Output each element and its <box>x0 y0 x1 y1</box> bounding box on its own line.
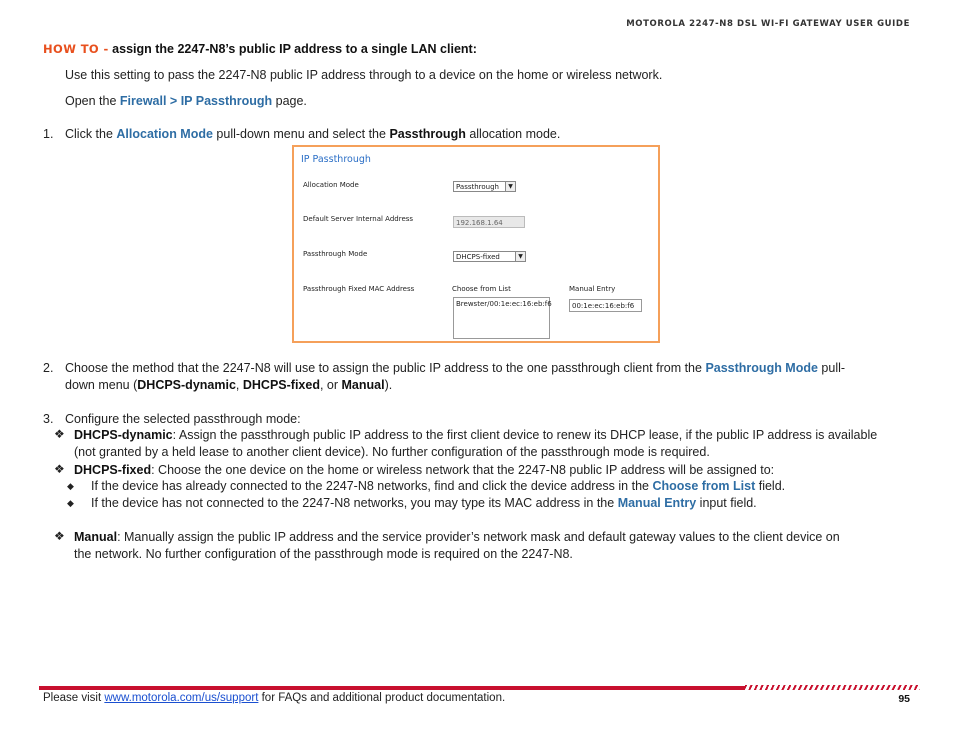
man-line2: the network. No further configuration of the passthrough mode is required on the 2247-N8. <box>74 546 573 561</box>
server-address-field: 192.168.1.64 <box>453 216 525 228</box>
diamond-small-icon: ◆ <box>67 481 74 491</box>
allocation-mode-value: Passthrough <box>456 183 499 191</box>
footer-post: for FAQs and additional product documentation. <box>258 692 506 704</box>
step2-pre: Choose the method that the 2247-N8 will use to assign the public IP address to the one passthrough client from the <box>65 361 706 375</box>
b2-pre: If the device has not connected to the 2247-N8 networks, you may type its MAC address in the <box>91 496 618 510</box>
footer-hatch <box>745 685 920 690</box>
dyn-line2: (not granted by a held lease to another client device). No further configuration of the passthrough mode is required. <box>74 444 710 459</box>
sep: , <box>235 377 243 392</box>
diamond-bullet-icon: ❖ <box>54 462 65 476</box>
man-line1 <box>74 529 904 546</box>
step2-line2-pre: down menu ( <box>65 377 138 392</box>
list-item[interactable]: Brewster/00:1e:ec:16:eb:f6 <box>456 300 552 308</box>
step2-line2 <box>65 377 895 394</box>
ip-passthrough-panel <box>292 145 660 343</box>
diamond-bullet-icon: ❖ <box>54 529 65 543</box>
allocation-mode-select[interactable] <box>453 181 516 192</box>
step1-number: 1. <box>43 127 54 141</box>
manual-entry-input[interactable]: 00:1e:ec:16:eb:f6 <box>569 299 642 312</box>
b1-pre: If the device has already connected to the 2247-N8 networks, find and click the device address in the <box>91 479 653 493</box>
support-link[interactable]: www.motorola.com/us/support <box>104 692 259 704</box>
page-number: 95 <box>898 693 910 705</box>
step3-number: 3. <box>43 412 54 426</box>
sep: , or <box>319 377 342 392</box>
step1-text <box>65 126 560 143</box>
step1-pre: Click the <box>65 127 117 141</box>
diamond-small-icon: ◆ <box>67 498 74 508</box>
b2-post: input field. <box>696 496 757 510</box>
fixed-text: : Choose the one device on the home or wireless network that the 2247-N8 public IP address will be assigned to: <box>151 463 775 477</box>
man-text1: : Manually assign the public IP address and the service provider’s network mask and default gateway values to the client device on <box>117 530 840 544</box>
manual-entry-link[interactable]: Manual Entry <box>617 496 697 510</box>
chevron-down-icon: ▼ <box>515 252 525 261</box>
dyn-line1 <box>74 427 904 444</box>
guide-header: MOTOROLA 2247-N8 DSL WI-FI GATEWAY USER GUIDE <box>626 19 910 29</box>
intro-text: Use this setting to pass the 2247-N8 public IP address through to a device on the home or wireless network. <box>65 68 663 82</box>
dyn-bold: DHCPS-dynamic <box>74 428 173 442</box>
step3-text: Configure the selected passthrough mode: <box>65 412 301 426</box>
fixed-bullet-2 <box>91 495 757 512</box>
choose-from-list-label: Choose from List <box>452 285 511 293</box>
howto-heading <box>43 42 477 56</box>
option-dhcps-dynamic: DHCPS-dynamic <box>137 377 236 392</box>
footer-text <box>43 692 505 704</box>
choose-from-list[interactable] <box>453 297 550 339</box>
manual-desc <box>74 529 904 562</box>
diamond-bullet-icon: ❖ <box>54 427 65 441</box>
dhcps-dynamic-desc <box>74 427 904 460</box>
open-pre: Open the <box>65 94 120 108</box>
step2-text <box>65 360 895 393</box>
howto-keyword: HOW TO - <box>43 42 109 56</box>
step1-post: allocation mode. <box>465 127 561 141</box>
fixed-bold: DHCPS-fixed <box>74 463 152 477</box>
option-manual: Manual <box>341 377 385 392</box>
step2-number: 2. <box>43 361 54 375</box>
firewall-link[interactable]: Firewall > IP Passthrough <box>119 94 273 108</box>
howto-title: assign the 2247-N8’s public IP address to a single LAN client: <box>108 42 477 56</box>
passthrough-mode-value: DHCPS-fixed <box>456 253 500 261</box>
server-address-label: Default Server Internal Address <box>303 215 414 223</box>
open-post: page. <box>272 94 307 108</box>
b1-post: field. <box>755 479 786 493</box>
passthrough-bold: Passthrough <box>389 127 466 141</box>
manual-entry-label: Manual Entry <box>569 285 616 293</box>
dhcps-fixed-desc <box>74 462 774 479</box>
dyn-text1: : Assign the passthrough public IP address to the first client device to renew its DHCP lease, if the public IP address is available <box>172 428 878 442</box>
allocation-mode-link[interactable]: Allocation Mode <box>116 127 213 141</box>
footer-pre: Please visit <box>43 692 105 704</box>
passthrough-mode-link[interactable]: Passthrough Mode <box>705 361 818 375</box>
step2-post: pull- <box>817 361 846 375</box>
option-dhcps-fixed: DHCPS-fixed <box>242 377 320 392</box>
allocation-mode-label: Allocation Mode <box>303 181 359 189</box>
step2-line1 <box>65 360 895 377</box>
step1-mid: pull-down menu and select the <box>212 127 390 141</box>
fixed-bullet-1 <box>91 478 785 495</box>
mac-address-label: Passthrough Fixed MAC Address <box>303 285 415 293</box>
open-instruction <box>65 93 307 110</box>
choose-from-list-link[interactable]: Choose from List <box>652 479 756 493</box>
man-bold: Manual <box>74 530 118 544</box>
panel-title: IP Passthrough <box>301 154 371 165</box>
passthrough-mode-select[interactable] <box>453 251 526 262</box>
chevron-down-icon: ▼ <box>505 182 515 191</box>
passthrough-mode-label: Passthrough Mode <box>303 250 368 258</box>
footer-divider <box>39 686 745 690</box>
step2-line2-post: ). <box>384 377 393 392</box>
